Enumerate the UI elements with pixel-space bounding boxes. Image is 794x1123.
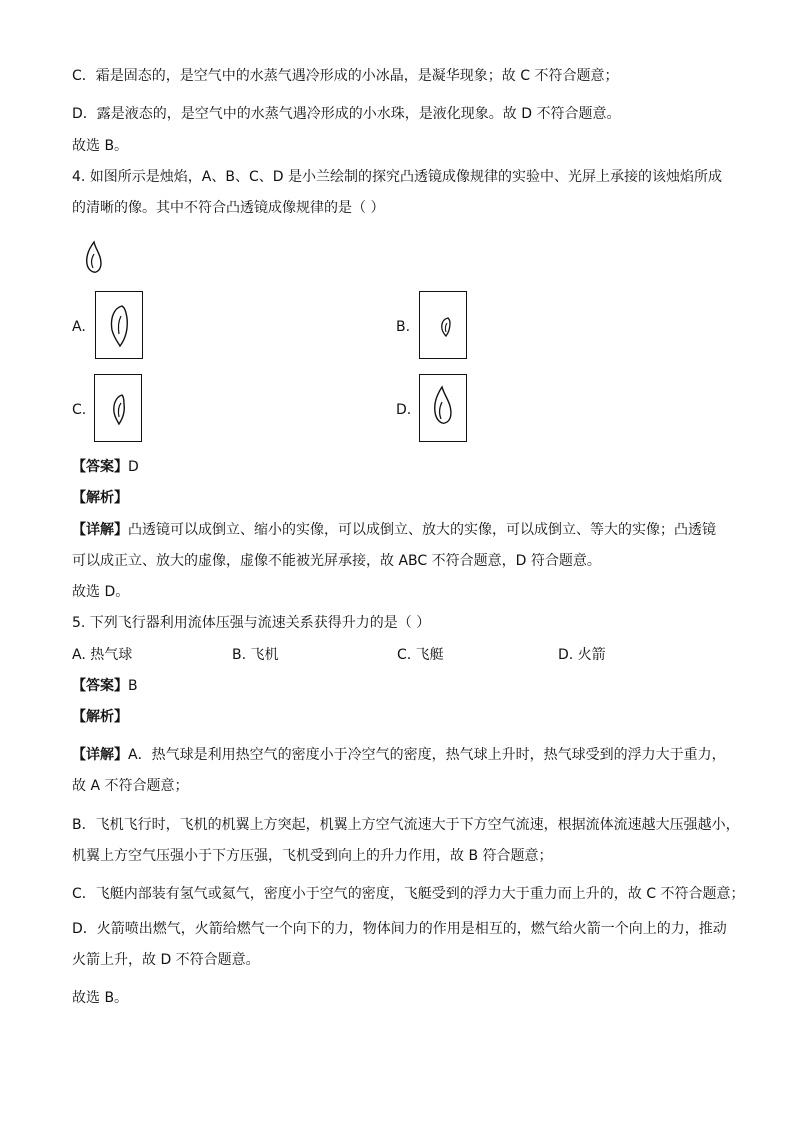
- text-b-airplane-2: 机翼上方空气压强小于下方压强，飞机受到向上的升力作用，故 B 符合题意；: [72, 848, 553, 864]
- option-c-label: C.: [72, 402, 87, 418]
- text-d-rocket-2: 火箭上升，故 D 不符合题意。: [72, 952, 260, 968]
- option-b-image: [419, 291, 467, 359]
- detail-5-line-2: 故 A 不符合题意；: [72, 778, 189, 794]
- option-d-label: D.: [396, 402, 412, 418]
- q5-option-a: A. 热气球: [72, 647, 133, 663]
- option-c-image: [94, 374, 142, 442]
- detail-4-line-2: 可以成正立、放大的虚像，虚像不能被光屏承接，故 ABC 不符合题意，D 符合题意。: [72, 553, 601, 569]
- option-b-label: B.: [396, 319, 411, 335]
- text-answer-3: 故选 B。: [72, 138, 129, 154]
- text-answer-5: 故选 B。: [72, 990, 129, 1006]
- detail-label: 【详解】: [72, 747, 128, 763]
- answer-4: [72, 457, 139, 477]
- option-d-image: [419, 374, 467, 442]
- text-b-airplane-1: B．飞机飞行时，飞机的机翼上方突起，机翼上方空气流速大于下方空气流速，根据流体流速越大压强越小，: [72, 817, 740, 833]
- answer-value: D: [128, 459, 139, 475]
- text-answer-4: 故选 D。: [72, 584, 130, 600]
- detail-text: A．热气球是利用热空气的密度小于冷空气的密度，热气球上升时，热气球受到的浮力大于重力，: [128, 747, 726, 763]
- detail-text: 凸透镜可以成倒立、缩小的实像，可以成倒立、放大的实像，可以成倒立、等大的实像；凸透镜: [128, 522, 716, 538]
- q5-option-d: D. 火箭: [558, 647, 606, 663]
- answer-label: 【答案】: [72, 459, 128, 475]
- q5-option-b: B. 飞机: [232, 647, 279, 663]
- q5-option-c: C. 飞艇: [397, 647, 444, 663]
- text-d-rocket-1: D．火箭喷出燃气，火箭给燃气一个向下的力，物体间力的作用是相互的，燃气给火箭一个向上的力，推动: [72, 921, 727, 937]
- upright-flame-icon: [420, 375, 465, 440]
- text-c-frost: C．霜是固态的，是空气中的水蒸气遇冷形成的小冰晶，是凝华现象；故 C 不符合题意；: [72, 68, 619, 84]
- option-a-label: A.: [72, 319, 86, 335]
- inverted-reduced-flame-icon: [420, 292, 465, 357]
- analysis-4-label: 【解析】: [72, 490, 128, 506]
- detail-5-line-1: [72, 745, 726, 765]
- text-d-dew: D．露是液态的，是空气中的水蒸气遇冷形成的小水珠，是液化现象。故 D 不符合题意。: [72, 106, 621, 122]
- option-a-image: [95, 291, 143, 359]
- detail-4-line-1: [72, 520, 716, 540]
- question-4-line-2: 的清晰的像。其中不符合凸透镜成像规律的是（ ）: [72, 200, 385, 216]
- question-5: 5. 下列飞行器利用流体压强与流速关系获得升力的是（ ）: [72, 615, 431, 631]
- answer-value: B: [128, 678, 138, 694]
- answer-label: 【答案】: [72, 678, 128, 694]
- inverted-enlarged-flame-icon: [96, 292, 141, 357]
- candle-flame-icon: [84, 240, 104, 274]
- detail-label: 【详解】: [72, 522, 128, 538]
- answer-5: [72, 676, 138, 696]
- text-c-airship: C．飞艇内部装有氢气或氦气，密度小于空气的密度，飞艇受到的浮力大于重力而上升的，故 C 不符合题意；: [72, 886, 745, 902]
- analysis-5-label: 【解析】: [72, 709, 128, 725]
- inverted-equal-flame-icon: [95, 375, 140, 440]
- question-4-line-1: 4. 如图所示是烛焰，A、B、C、D 是小兰绘制的探究凸透镜成像规律的实验中、光屏上承接的该烛焰所成: [72, 169, 722, 185]
